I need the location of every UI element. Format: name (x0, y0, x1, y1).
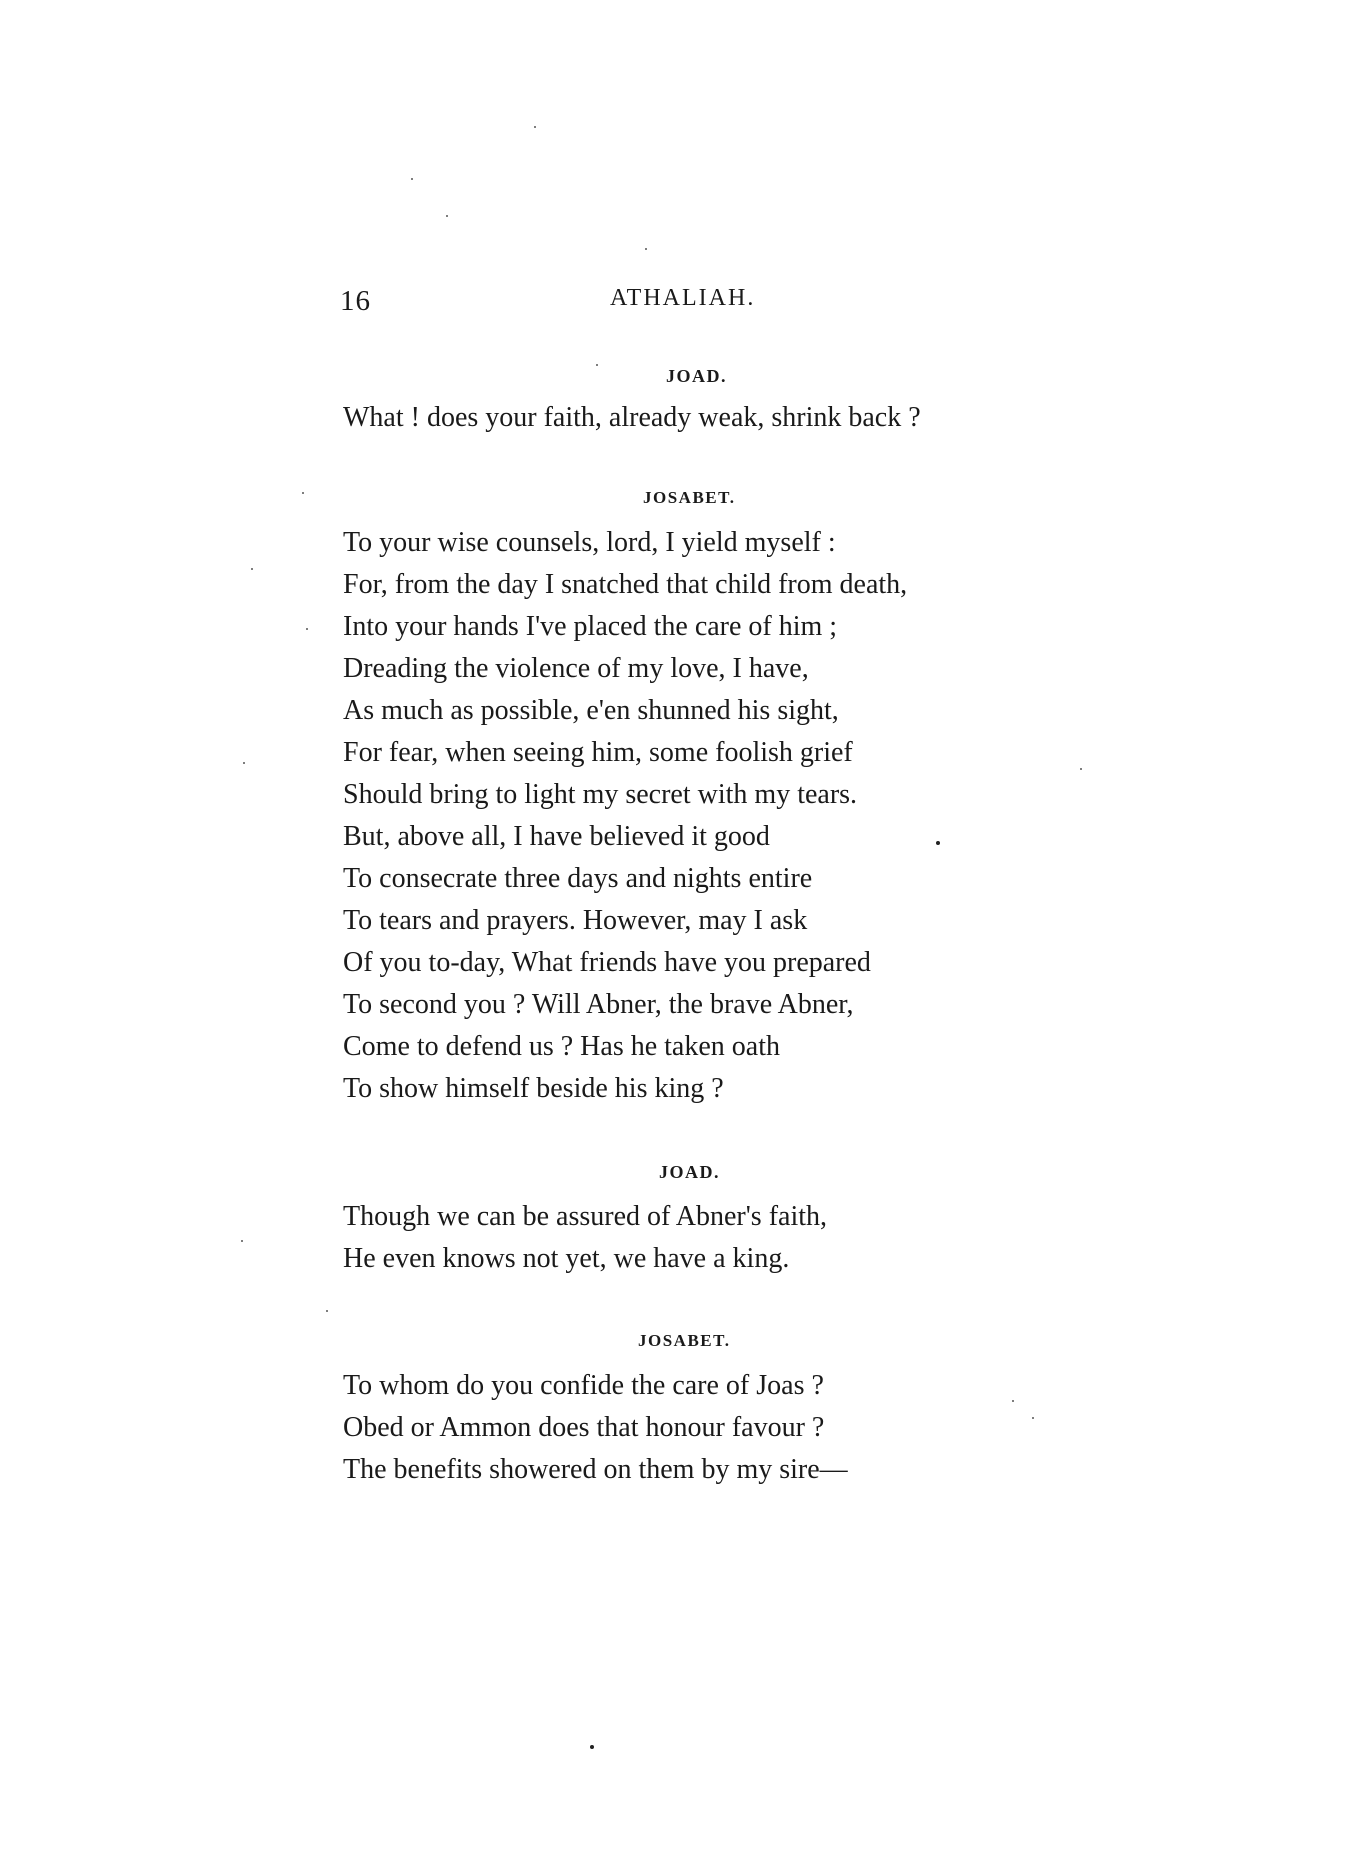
verse-line: Dreading the violence of my love, I have, (343, 653, 809, 684)
scan-speck (596, 364, 598, 366)
verse-block (343, 1365, 848, 1491)
page-number: 16 (340, 285, 371, 317)
verse-line: To whom do you confide the care of Joas ? (343, 1370, 824, 1401)
verse-line: Of you to-day, What friends have you prepared (343, 947, 871, 978)
running-title: ATHALIAH. (610, 285, 756, 311)
verse-line: Into your hands I've placed the care of him ; (343, 611, 838, 642)
scan-speck (306, 628, 308, 630)
scan-speck (1012, 1400, 1014, 1402)
verse-block (343, 522, 907, 1110)
scan-speck (243, 762, 245, 764)
scan-speck (590, 1745, 594, 1749)
verse-line: Come to defend us ? Has he taken oath (343, 1031, 780, 1062)
verse-line: Though we can be assured of Abner's faith, (343, 1201, 828, 1232)
speaker-heading: JOAD. (666, 366, 727, 386)
verse-line: What ! does your faith, already weak, shrink back ? (343, 402, 921, 433)
speaker-heading: JOSABET. (643, 488, 736, 507)
scan-speck (534, 126, 536, 128)
verse-line: For fear, when seeing him, some foolish grief (343, 737, 853, 768)
verse-line: The benefits showered on them by my sire— (343, 1454, 848, 1485)
scan-speck (936, 841, 940, 845)
speaker-heading: JOSABET. (638, 1331, 731, 1350)
verse-line: Obed or Ammon does that honour favour ? (343, 1412, 825, 1443)
verse-line: To second you ? Will Abner, the brave Abner, (343, 989, 854, 1020)
verse-block (343, 397, 921, 439)
scan-speck (251, 568, 253, 570)
verse-line: To consecrate three days and nights entire (343, 863, 813, 894)
verse-line: He even knows not yet, we have a king. (343, 1243, 790, 1274)
verse-line: To show himself beside his king ? (343, 1073, 724, 1104)
verse-line: To your wise counsels, lord, I yield myself : (343, 527, 836, 558)
verse-line: To tears and prayers. However, may I ask (343, 905, 808, 936)
scan-speck (302, 492, 304, 494)
scan-speck (1080, 768, 1082, 770)
verse-line: Should bring to light my secret with my tears. (343, 779, 858, 810)
verse-block (343, 1196, 827, 1280)
scan-speck (645, 248, 647, 250)
scan-speck (446, 215, 448, 217)
speaker-heading: JOAD. (659, 1162, 720, 1182)
scan-speck (411, 178, 413, 180)
verse-line: But, above all, I have believed it good (343, 821, 770, 852)
scan-speck (241, 1240, 243, 1242)
verse-line: As much as possible, e'en shunned his sight, (343, 695, 839, 726)
verse-line: For, from the day I snatched that child from death, (343, 569, 908, 600)
scan-speck (1032, 1417, 1034, 1419)
running-head (340, 285, 900, 321)
scan-speck (326, 1310, 328, 1312)
